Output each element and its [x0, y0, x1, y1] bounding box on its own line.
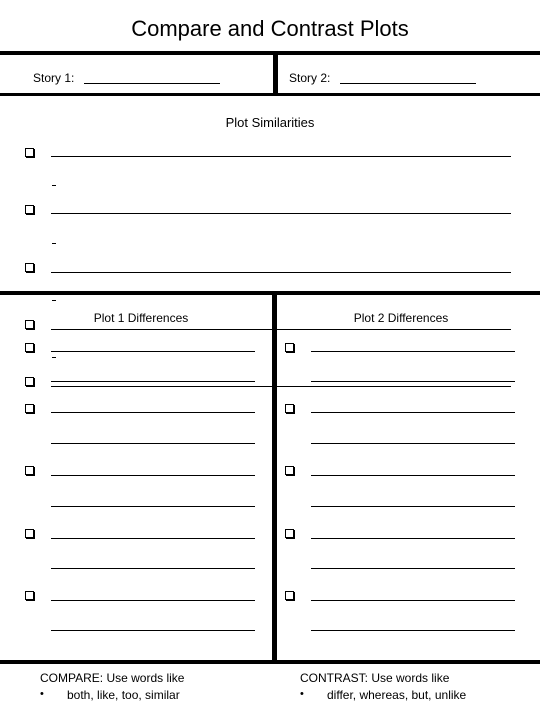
differences-top-divider: [0, 291, 540, 295]
overlap-line-1: [51, 329, 511, 330]
story1-label: Story 1:: [33, 71, 75, 85]
top-divider: [0, 51, 540, 55]
similarity-checkbox-2[interactable]: [25, 205, 34, 214]
similarity-checkbox-3[interactable]: [25, 263, 34, 272]
plot1-checkbox-1[interactable]: [25, 343, 34, 352]
plot2-line-2a[interactable]: [311, 412, 515, 413]
plot2-checkbox-1[interactable]: [285, 343, 294, 352]
plot1-heading: Plot 1 Differences: [93, 311, 189, 325]
contrast-label: CONTRAST: Use words like: [300, 671, 450, 685]
compare-label: COMPARE: Use words like: [40, 671, 185, 685]
plot2-checkbox-2[interactable]: [285, 404, 294, 413]
plot1-line-1b[interactable]: [51, 381, 255, 382]
similarity-line-3[interactable]: [51, 272, 511, 273]
plot1-line-4b[interactable]: [51, 568, 255, 569]
plot1-line-1a[interactable]: [51, 351, 255, 352]
plot2-line-1a[interactable]: [311, 351, 515, 352]
plot1-line-3a[interactable]: [51, 475, 255, 476]
plot2-checkbox-4[interactable]: [285, 529, 294, 538]
plot1-line-5a[interactable]: [51, 600, 255, 601]
plot2-checkbox-3[interactable]: [285, 466, 294, 475]
page-title: Compare and Contrast Plots: [131, 16, 409, 41]
plot1-checkbox-4[interactable]: [25, 529, 34, 538]
overlap-checkbox-2[interactable]: [25, 377, 34, 386]
similarity-line-1[interactable]: [51, 156, 511, 157]
dash-mark: [52, 357, 56, 358]
plot1-line-3b[interactable]: [51, 506, 255, 507]
footer-divider: [0, 660, 540, 664]
story1-input-line[interactable]: [84, 83, 220, 84]
similarity-line-2[interactable]: [51, 213, 511, 214]
contrast-bullet: •: [300, 688, 304, 700]
similarities-heading: Plot Similarities: [225, 115, 315, 130]
story2-input-line[interactable]: [340, 83, 476, 84]
story-divider: [273, 51, 278, 96]
overlap-checkbox-1[interactable]: [25, 320, 34, 329]
plot2-line-3a[interactable]: [311, 475, 515, 476]
similarity-checkbox-1[interactable]: [25, 148, 34, 157]
plot2-line-5b[interactable]: [311, 630, 515, 631]
story2-label: Story 2:: [289, 71, 331, 85]
plot2-checkbox-5[interactable]: [285, 591, 294, 600]
plot1-checkbox-5[interactable]: [25, 591, 34, 600]
plot2-heading: Plot 2 Differences: [353, 311, 449, 325]
dash-mark: [52, 300, 56, 301]
plot1-line-2b[interactable]: [51, 443, 255, 444]
plot2-line-3b[interactable]: [311, 506, 515, 507]
plot1-line-2a[interactable]: [51, 412, 255, 413]
plot2-line-4a[interactable]: [311, 538, 515, 539]
plot2-line-1b[interactable]: [311, 381, 515, 382]
plot2-line-4b[interactable]: [311, 568, 515, 569]
story-bottom-divider: [0, 93, 540, 96]
plot1-checkbox-2[interactable]: [25, 404, 34, 413]
dash-mark: [52, 185, 56, 186]
overlap-line-2: [51, 386, 511, 387]
differences-center-divider: [272, 291, 277, 661]
contrast-words: differ, whereas, but, unlike: [327, 688, 467, 702]
plot2-line-5a[interactable]: [311, 600, 515, 601]
dash-mark: [52, 243, 56, 244]
compare-words: both, like, too, similar: [67, 688, 180, 702]
plot1-checkbox-3[interactable]: [25, 466, 34, 475]
plot1-line-4a[interactable]: [51, 538, 255, 539]
plot2-line-2b[interactable]: [311, 443, 515, 444]
plot1-line-5b[interactable]: [51, 630, 255, 631]
compare-bullet: •: [40, 688, 44, 700]
